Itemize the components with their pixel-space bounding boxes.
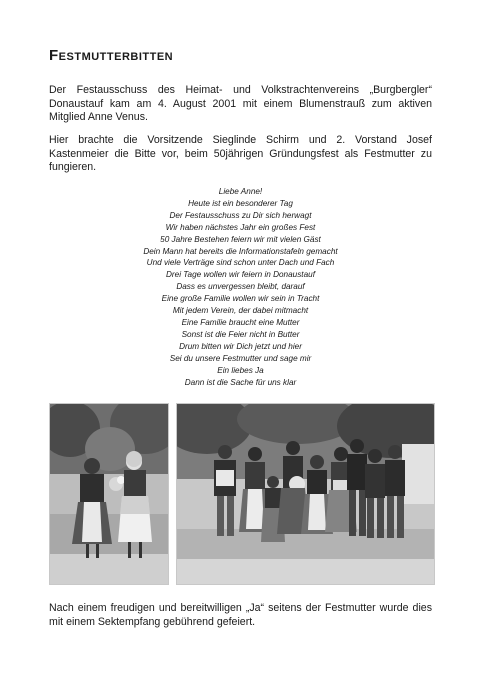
poem-line: Liebe Anne!	[218, 187, 263, 196]
intro-paragraph: Der Festausschuss des Heimat- und Volkstrachtenvereins „Burgbergler“ Donaustauf kam am 4. August 2001 mit einem Blumenstrauß zum aktiven Mitglied Anne Venus.	[49, 84, 432, 124]
poem-line: Der Festausschuss zu Dir sich herwagt	[169, 210, 312, 220]
poem-line: Dein Mann hat bereits die Informationstafeln gemacht	[143, 246, 338, 256]
poem-line: Eine Familie braucht eine Mutter	[181, 317, 300, 327]
poem-line: Drum bitten wir Dich jetzt und hier	[179, 341, 302, 351]
poem-line: Sonst ist die Feier nicht in Butter	[181, 329, 300, 339]
poem-line: 50 Jahre Bestehen feiern wir mit vielen Gäst	[160, 234, 321, 244]
poem-line: Sei du unsere Festmutter und sage mir	[169, 353, 312, 363]
poem-line: Mit jedem Verein, der dabei mitmacht	[172, 306, 309, 316]
poem-line: Dann ist die Sache für uns klar	[184, 377, 297, 387]
poem-line: Eine große Familie wollen wir sein in Tracht	[161, 294, 320, 304]
closing-paragraph: Nach einem freudigen und bereitwilligen „Ja“ seitens der Festmutter wurde dies mit einem Sektempfang gebührend gefeiert.	[49, 602, 432, 628]
poem-line: Dass es unvergessen bleibt, darauf	[176, 282, 305, 292]
poem-line: Drei Tage wollen wir feiern in Donaustauf	[166, 270, 315, 280]
page-title: Festmutterbitten	[49, 47, 174, 64]
photo-group	[176, 403, 435, 585]
poem-line: Und viele Verträge sind schon unter Dach und Fach	[146, 258, 335, 268]
request-paragraph: Hier brachte die Vorsitzende Sieglinde Schirm und 2. Vorstand Josef Kastenmeier die Bitte vor, beim 50jährigen Gründungsfest als Festmutter zu fungieren.	[49, 134, 432, 174]
poem-line: Ein liebes Ja	[217, 365, 264, 375]
poem-line: Wir haben nächstes Jahr ein großes Fest	[165, 222, 316, 232]
poem-line: Heute ist ein besonderer Tag	[188, 198, 293, 208]
poem	[49, 186, 432, 388]
photo-flower-handover	[49, 403, 169, 585]
